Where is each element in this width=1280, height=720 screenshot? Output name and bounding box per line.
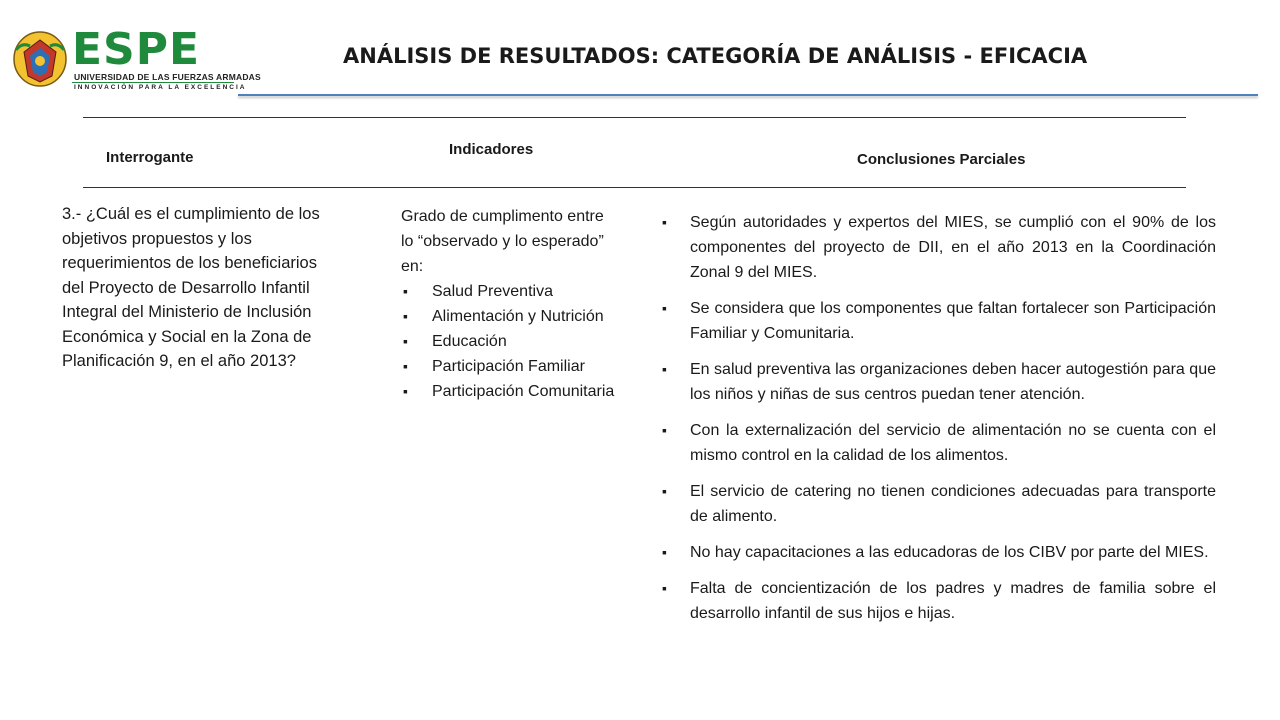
header-interrogante: Interrogante — [106, 149, 194, 166]
list-item: ▪ El servicio de catering no tienen condiciones adecuadas para transporte de alimento. — [662, 479, 1216, 529]
list-item: ▪ Salud Preventiva — [401, 279, 616, 304]
list-item: ▪ Se considera que los componentes que faltan fortalecer son Participación Familiar y Comunitaria. — [662, 296, 1216, 346]
list-item: ▪ Alimentación y Nutrición — [401, 304, 616, 329]
conclusiones-list — [662, 210, 1216, 626]
espe-logo — [12, 24, 261, 92]
slide-title: ANÁLISIS DE RESULTADOS: CATEGORÍA DE ANÁLISIS - EFICACIA — [343, 44, 1088, 68]
list-item: ▪ No hay capacitaciones a las educadoras de los CIBV por parte del MIES. — [662, 540, 1216, 565]
list-item: ▪ Falta de concientización de los padres y madres de familia sobre el desarrollo infantil de sus hijos e hijas. — [662, 576, 1216, 626]
indicadores-column — [401, 204, 616, 404]
list-item: ▪ Según autoridades y expertos del MIES, se cumplió con el 90% de los componentes del proyecto de DII, en el año 2013 en la Coordinación Zonal 9 del MIES. — [662, 210, 1216, 285]
conclusiones-column — [662, 210, 1216, 637]
list-item: ▪ Educación — [401, 329, 616, 354]
list-item: ▪ Participación Familiar — [401, 354, 616, 379]
header-indicadores: Indicadores — [449, 141, 534, 158]
logo-rule — [72, 82, 234, 83]
table-header-rule — [83, 187, 1186, 188]
list-item: ▪ En salud preventiva las organizaciones deben hacer autogestión para que los niños y niñas de sus centros puedan tener atención. — [662, 357, 1216, 407]
table-top-rule — [83, 117, 1186, 118]
logo-subtitle: UNIVERSIDAD DE LAS FUERZAS ARMADAS — [74, 72, 261, 82]
indicadores-intro: Grado de cumplimento entre lo “observado y lo esperado” en: — [401, 208, 604, 275]
logo-wordmark: ESPE — [72, 24, 201, 75]
interrogante-text: 3.- ¿Cuál es el cumplimiento de los objetivos propuestos y los requerimientos de los beneficiarios del Proyecto de Desarrollo Infantil Integral del Ministerio de Inclusión Económica y Social en la Zona de Planificación 9, en el año 2013? — [62, 205, 320, 370]
list-item: ▪ Participación Comunitaria — [401, 379, 616, 404]
crest-icon — [12, 30, 68, 88]
indicadores-list — [401, 279, 616, 404]
logo-tagline: INNOVACIÓN PARA LA EXCELENCIA — [74, 84, 247, 91]
title-underline — [238, 94, 1258, 96]
list-item: ▪ Con la externalización del servicio de alimentación no se cuenta con el mismo control en la calidad de los alimentos. — [662, 418, 1216, 468]
header-conclusiones: Conclusiones Parciales — [857, 151, 1026, 168]
